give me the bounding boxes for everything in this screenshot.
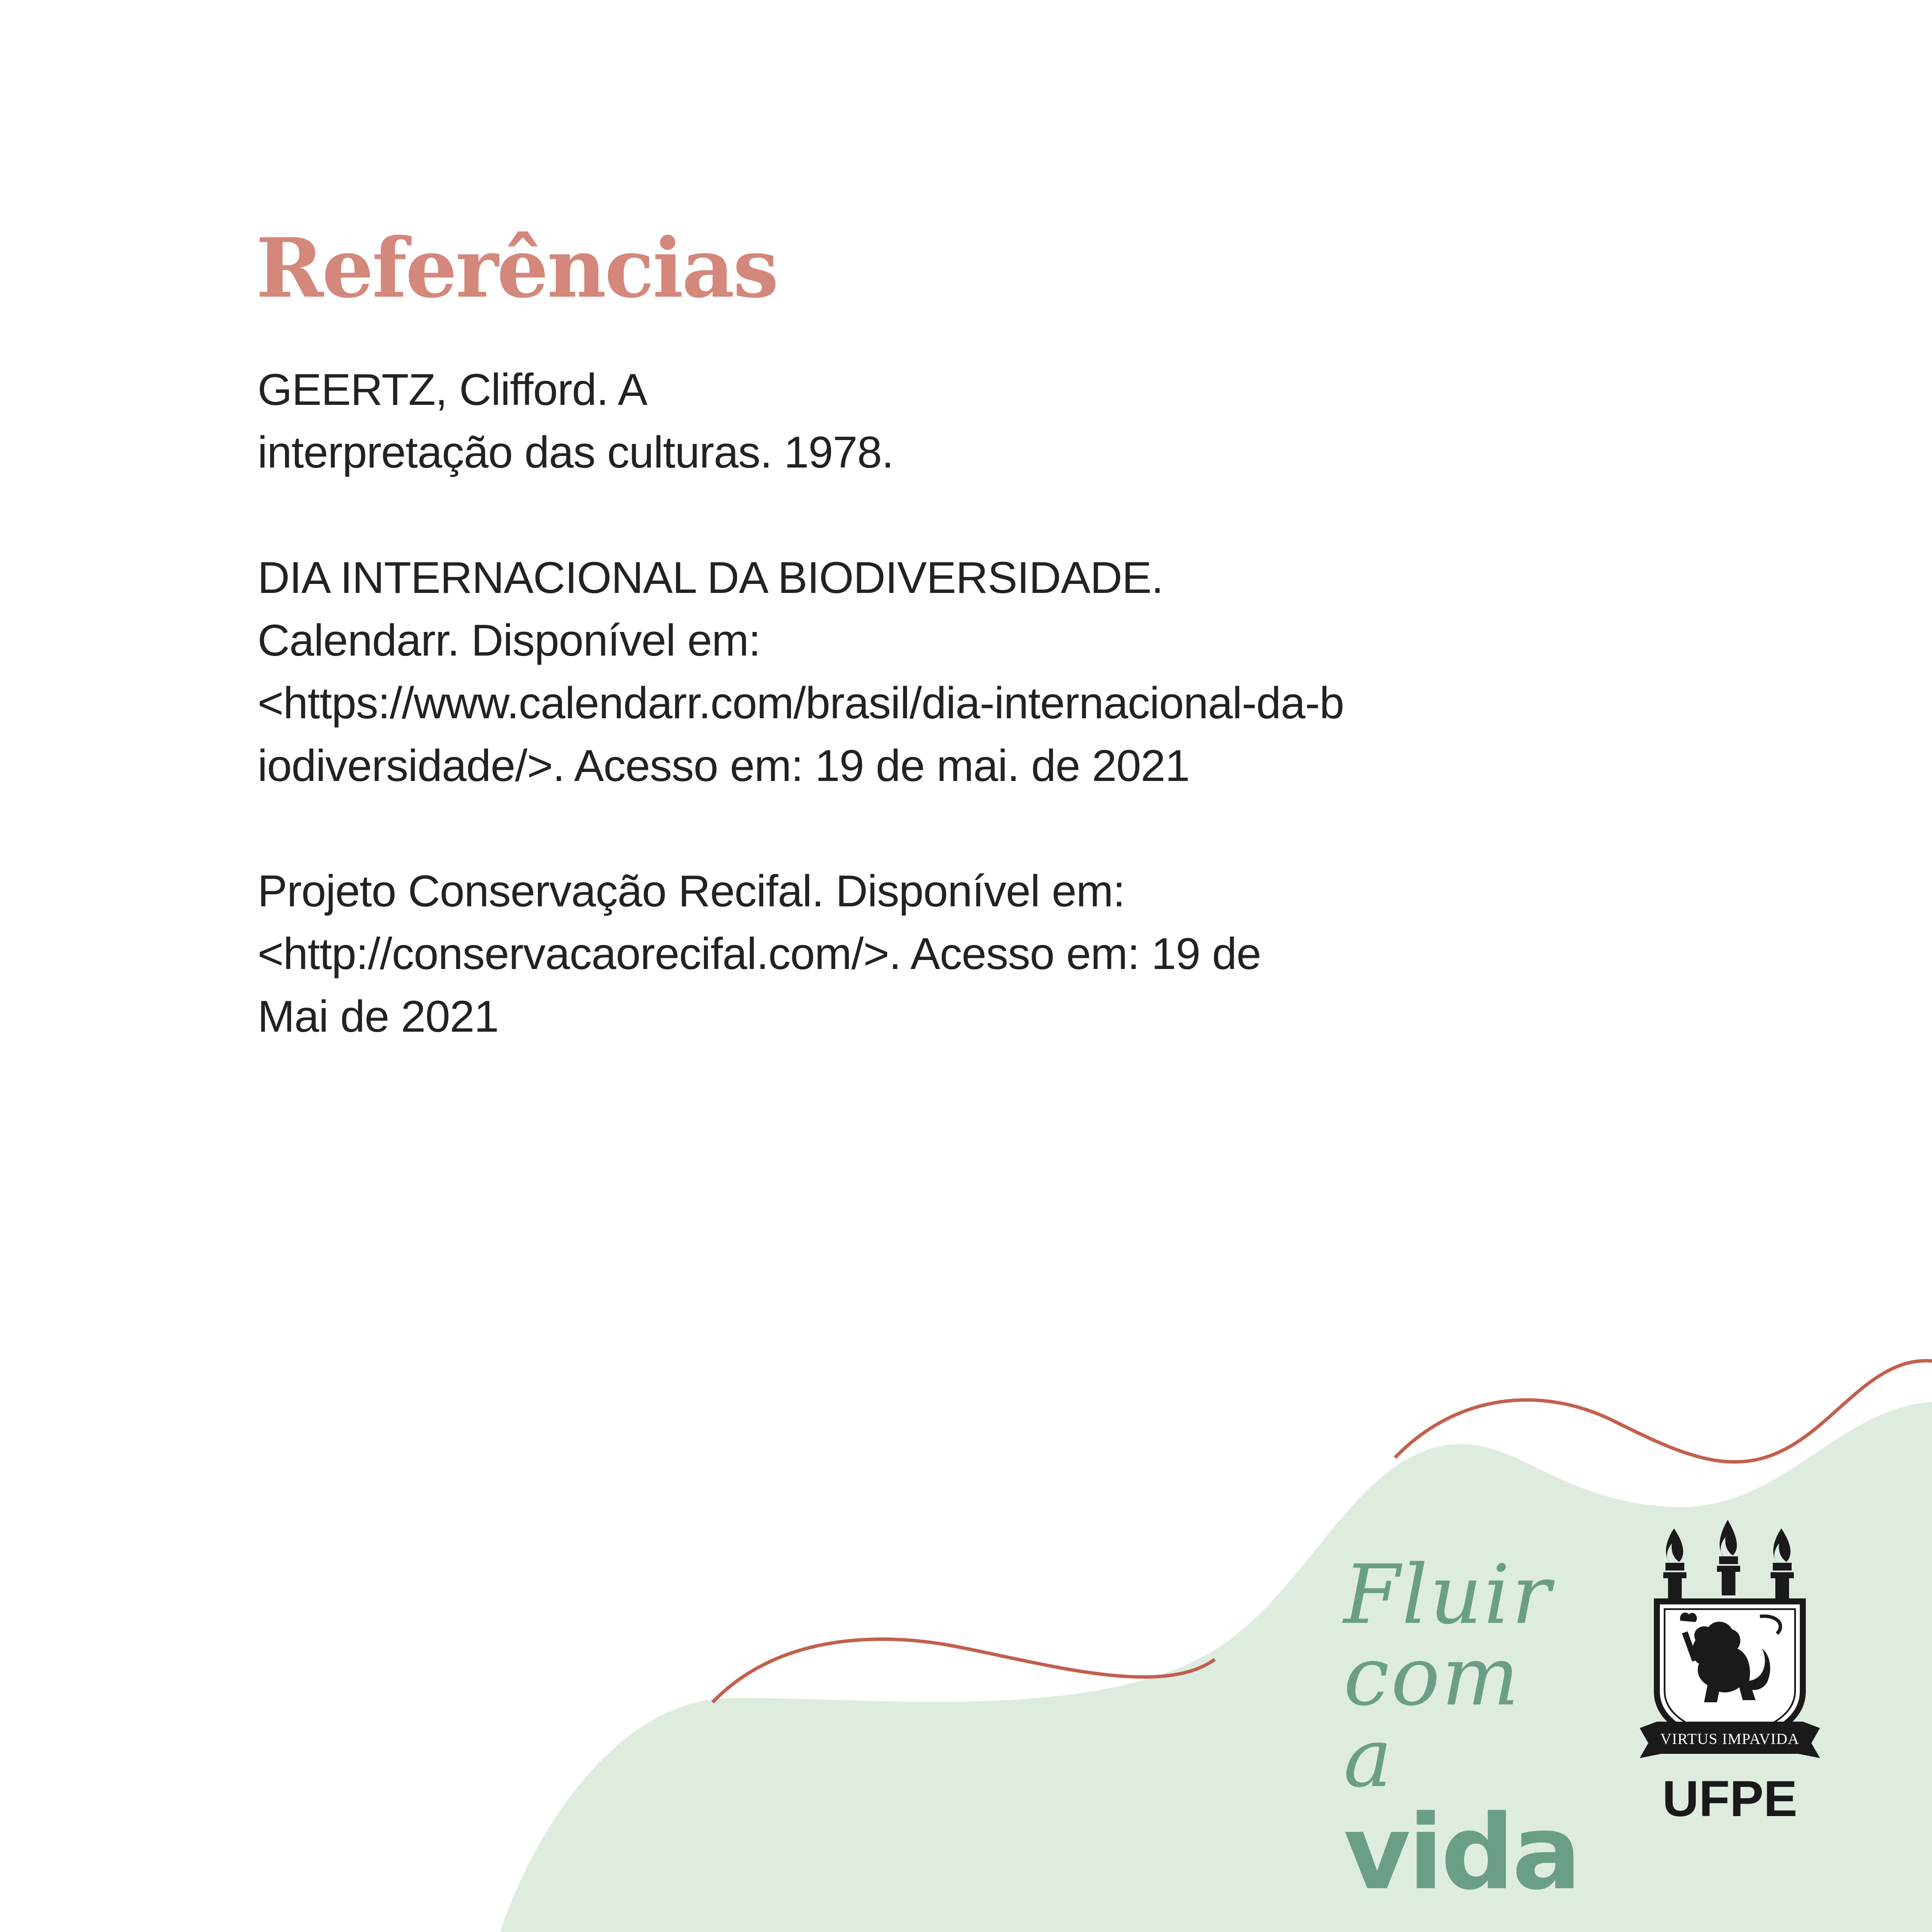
ufpe-logo [1640, 1511, 1820, 1838]
reference-line: DIA INTERNACIONAL DA BIODIVERSIDADE. [258, 553, 1163, 603]
brand-line-vida: vida [1344, 1792, 1579, 1913]
brand-line-fluir: Fluir [1344, 1547, 1553, 1642]
page-title: Referências [256, 220, 777, 316]
references-list [258, 358, 1545, 1111]
reference-item-calendarr [258, 547, 1545, 797]
reference-line: Mai de 2021 [258, 992, 499, 1042]
torch-icon [1663, 1528, 1686, 1600]
logo-name: UFPE [1662, 1771, 1798, 1827]
logo-motto: VIRTUS IMPAVIDA [1660, 1730, 1799, 1747]
reference-line: GEERTZ, Clifford. A [258, 365, 647, 415]
reference-line: <http://conservacaorecifal.com/>. Acesso em: 19 de [258, 929, 1261, 979]
torch-icon [1717, 1520, 1740, 1595]
ufpe-crest-icon [1640, 1511, 1820, 1769]
brand-line-com-a: com a [1344, 1629, 1521, 1805]
brand-logo-fluir-com-a-vida [1344, 1547, 1592, 1913]
reference-item-geertz [258, 358, 1545, 484]
reference-item-conservacao-recifal [258, 860, 1545, 1048]
torch-icon [1771, 1528, 1794, 1600]
reference-line: <https://www.calendarr.com/brasil/dia-internacional-da-b [258, 678, 1344, 728]
reference-line: iodiversidade/>. Acesso em: 19 de mai. de 2021 [258, 741, 1190, 791]
reference-line: Projeto Conservação Recifal. Disponível em: [258, 866, 1125, 916]
reference-line: Calendarr. Disponível em: [258, 616, 761, 665]
reference-line: interpretação das culturas. 1978. [258, 428, 894, 477]
